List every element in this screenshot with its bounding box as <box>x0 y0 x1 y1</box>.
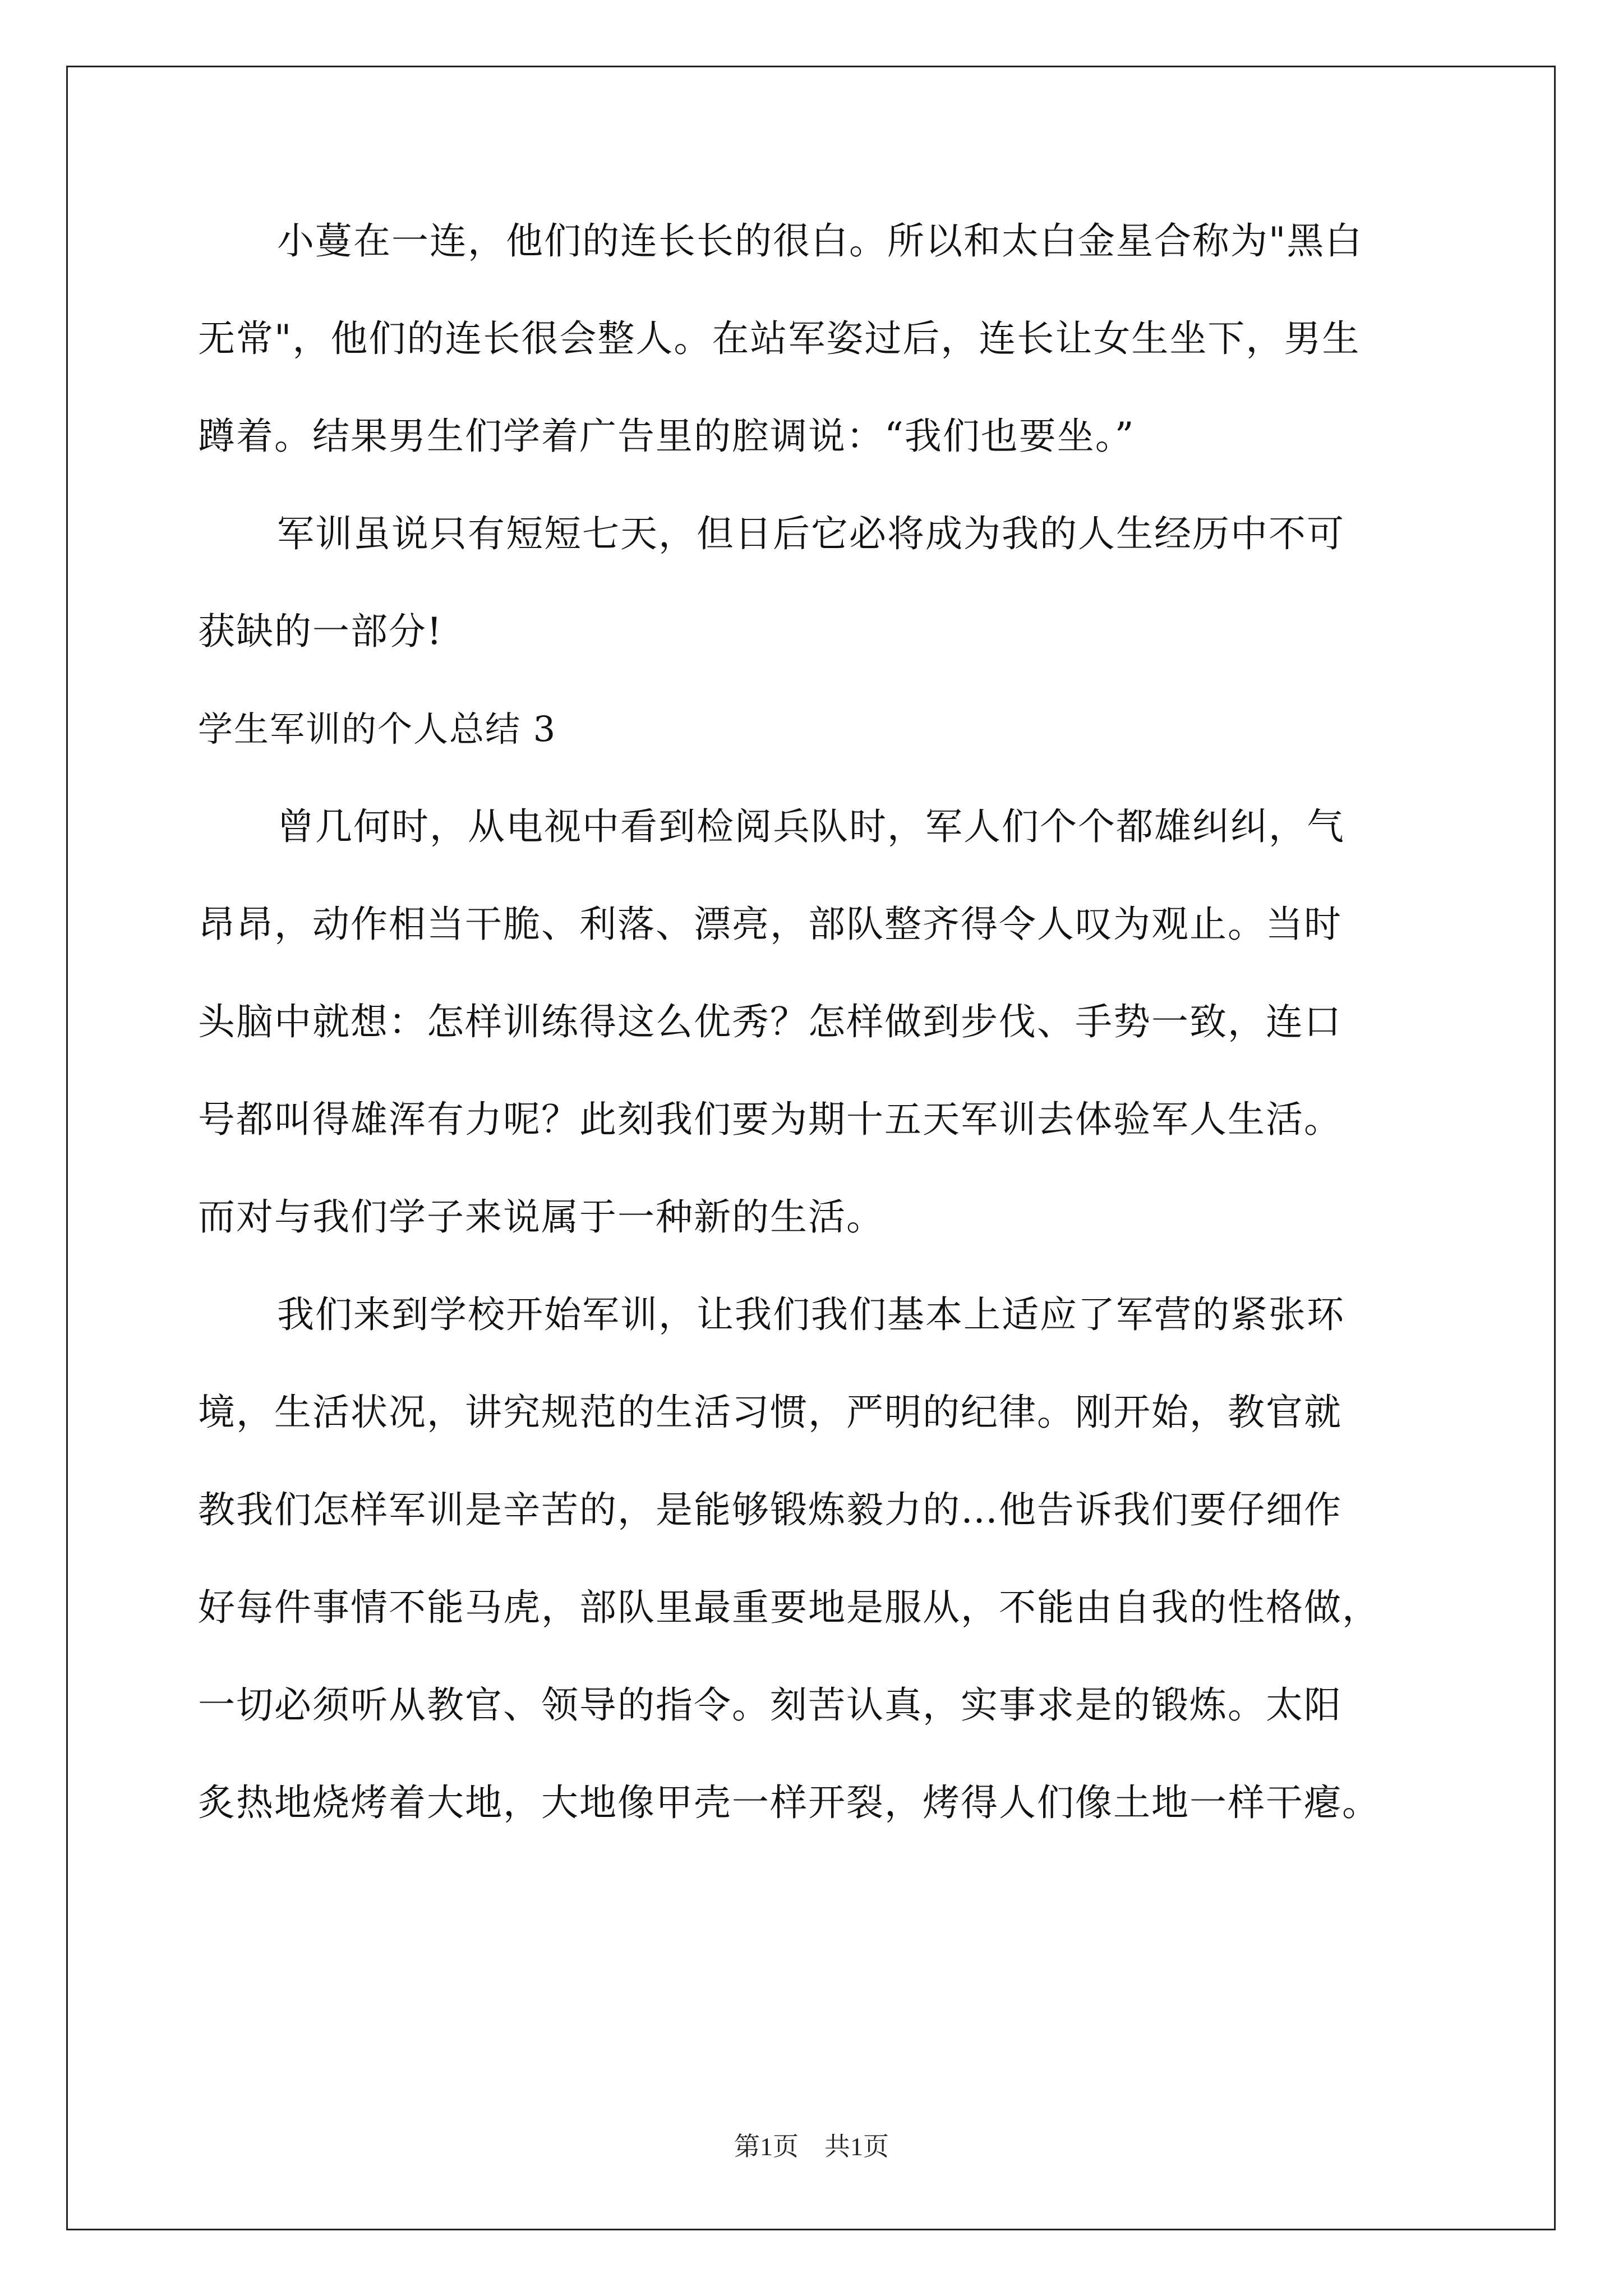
paragraph-line: 而对与我们学子来说属于一种新的生活。 <box>198 1195 884 1239</box>
paragraph-line: 蹲着。结果男生们学着广告里的腔调说：“我们也要坐。” <box>198 415 1135 458</box>
paragraph-line: 教我们怎样军训是辛苦的，是能够锻炼毅力的…他告诉我们要仔细作 <box>198 1488 1342 1531</box>
paragraph-line: 一切必须听从教官、领导的指令。刻苦认真，实事求是的锻炼。太阳 <box>198 1683 1342 1727</box>
paragraph-line: 炙热地烧烤着大地，大地像甲壳一样开裂，烤得人们像土地一样干瘪。 <box>198 1781 1380 1824</box>
document-body <box>198 208 1426 1867</box>
paragraph-line: 我们来到学校开始军训，让我们我们基本上适应了军营的紧张环 <box>277 1293 1345 1336</box>
page-number-footer: 第1页 共1页 <box>734 2132 889 2161</box>
paragraph-line: 军训虽说只有短短七天，但日后它必将成为我的人生经历中不可 <box>277 512 1345 555</box>
paragraph-line: 境，生活状况，讲究规范的生活习惯，严明的纪律。刚开始，教官就 <box>198 1391 1342 1434</box>
paragraph-line: 曾几何时，从电视中看到检阅兵队时，军人们个个都雄纠纠，气 <box>277 805 1345 848</box>
paragraph-line: 头脑中就想：怎样训练得这么优秀？怎样做到步伐、手势一致，连口 <box>198 1000 1342 1043</box>
paragraph-line: 好每件事情不能马虎，部队里最重要地是服从，不能由自我的性格做， <box>198 1586 1380 1629</box>
paragraph-line: 昂昂，动作相当干脆、利落、漂亮，部队整齐得令人叹为观止。当时 <box>198 903 1342 946</box>
paragraph-line: 号都叫得雄浑有力呢？此刻我们要为期十五天军训去体验军人生活。 <box>198 1098 1342 1141</box>
section-heading: 学生军训的个人总结 3 <box>198 708 557 749</box>
paragraph-line: 无常"，他们的连长很会整人。在站军姿过后，连长让女生坐下，男生 <box>198 317 1361 360</box>
paragraph-line: 小蔓在一连，他们的连长长的很白。所以和太白金星合称为"黑白 <box>277 219 1363 263</box>
paragraph-line: 获缺的一部分! <box>198 610 443 653</box>
